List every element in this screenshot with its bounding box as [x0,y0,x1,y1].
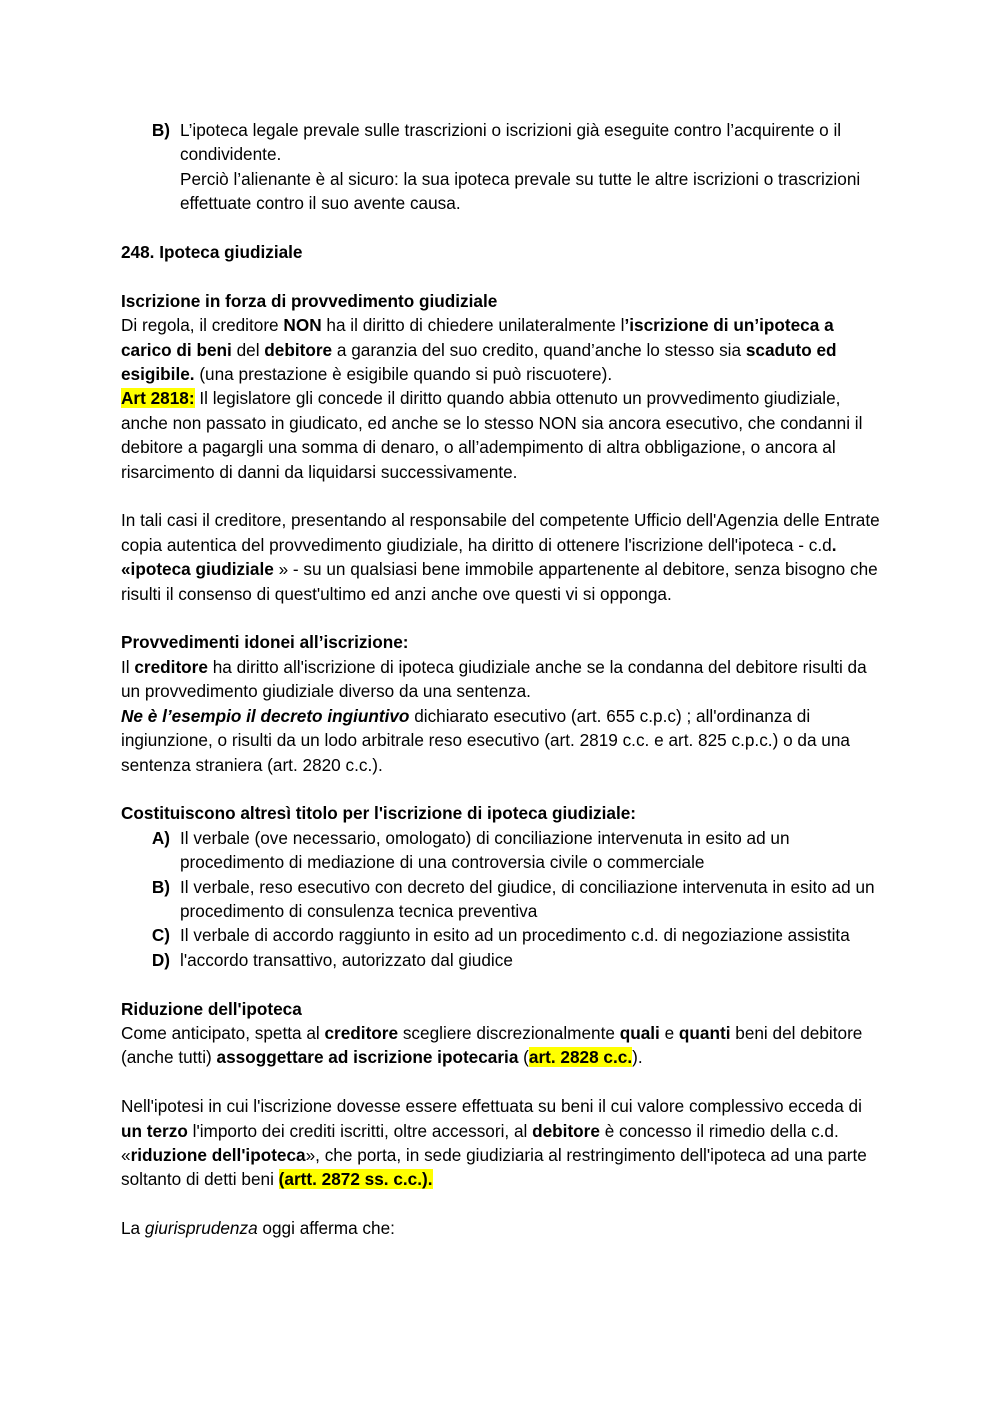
provvedimenti-heading: Provvedimenti idonei all’iscrizione: [121,632,409,653]
riduzione-paragraph-1: Come anticipato, spetta al creditore scegliere discrezionalmente quali e quanti beni del debitore (anche tutti) assoggettare ad iscrizione ipotecaria (art. 2828 c.c.). [121,1022,863,1068]
iscrizione-paragraph-2: Art 2818: Il legislatore gli concede il diritto quando abbia ottenuto un provvedimento giudiziale, anche non passato in giudicato, ed anche se lo stesso NON sia ancora esecutivo, che condanni il debitore a pagargli una somma di denaro, o all’adempimento di altra obbligazione, o ancora al risarcimento di danni da liquidarsi successivamente. [121,388,863,482]
document-page [121,118,886,1241]
continued-list [121,118,886,216]
section-title: 248. Ipoteca giudiziale [121,242,303,263]
costituiscono-heading: Costituiscono altresì titolo per l'iscrizione di ipoteca giudiziale: [121,803,637,824]
costituiscono-list [121,826,886,972]
list-item-text-continued: Perciò l’alienante è al sicuro: la sua ipoteca prevale su tutte le altre iscrizioni o trascrizioni effettuate contro il suo avente causa. [180,168,861,214]
iscrizione-paragraph-1: Di regola, il creditore NON ha il diritto di chiedere unilateralmente l’iscrizione di un’ipoteca a carico di beni del debitore a garanzia del suo credito, quand’anche lo stesso sia scaduto ed esigibile. (una prestazione è esigibile quando si può riscuotere). [121,315,837,385]
list-item [121,118,886,216]
iscrizione-paragraph-3: In tali casi il creditore, presentando al responsabile del competente Ufficio dell'Agenzia delle Entrate copia autentica del provvedimento giudiziale, ha diritto di ottenere l'iscrizione dell'ipoteca - c.d. «ipoteca giudiziale » - su un qualsiasi bene immobile appartenente al debitore, senza bisogno che risulti il consenso di quest'ultimo ed anzi anche ove questi vi si opponga. [121,510,880,604]
provvedimenti-paragraph-1: Il creditore ha diritto all'iscrizione di ipoteca giudiziale anche se la condanna del debitore risulti da un provvedimento giudiziale diverso da una sentenza. [121,656,867,702]
list-marker: B) [151,120,170,140]
list-item: B) Il verbale, reso esecutivo con decreto del giudice, di conciliazione intervenuta in esito ad un procedimento di consulenza tecnica preventiva [151,876,875,921]
article-highlight: Art 2818: [121,388,195,409]
list-item: C) Il verbale di accordo raggiunto in esito ad un procedimento c.d. di negoziazione assistita [151,925,850,946]
article-highlight: art. 2828 c.c. [528,1047,633,1068]
list-item: A) Il verbale (ove necessario, omologato) di conciliazione intervenuta in esito ad un procedimento di mediazione di una controversia civile o commerciale [151,827,790,873]
riduzione-heading: Riduzione dell'ipoteca [121,998,302,1019]
riduzione-paragraph-2: Nell'ipotesi in cui l'iscrizione dovesse essere effettuata su beni il cui valore complessivo ecceda di un terzo l'importo dei crediti iscritti, oltre accessori, al debitore è concesso il rimedio della c.d. «riduzione dell'ipoteca», che porta, in sede giudiziaria al restringimento dell'ipoteca ad una parte soltanto di detti beni (artt. 2872 ss. c.c.). [121,1096,867,1190]
list-item: D) l'accordo transattivo, autorizzato dal giudice [151,949,513,970]
iscrizione-heading: Iscrizione in forza di provvedimento giudiziale [121,290,498,311]
riduzione-paragraph-3: La giurisprudenza oggi afferma che: [121,1218,395,1239]
provvedimenti-paragraph-2: Ne è l’esempio il decreto ingiuntivo dichiarato esecutivo (art. 655 c.p.c) ; all'ordinanza di ingiunzione, o risulti da un lodo arbitrale reso esecutivo (art. 2819 c.c. e art. 825 c.p.c.) o da una sentenza straniera (art. 2820 c.c.). [121,705,850,775]
list-item-text: L’ipoteca legale prevale sulle trascrizioni o iscrizioni già eseguite contro l’acquirente o il condividente. [180,120,842,165]
article-highlight: (artt. 2872 ss. c.c.). [278,1169,433,1190]
